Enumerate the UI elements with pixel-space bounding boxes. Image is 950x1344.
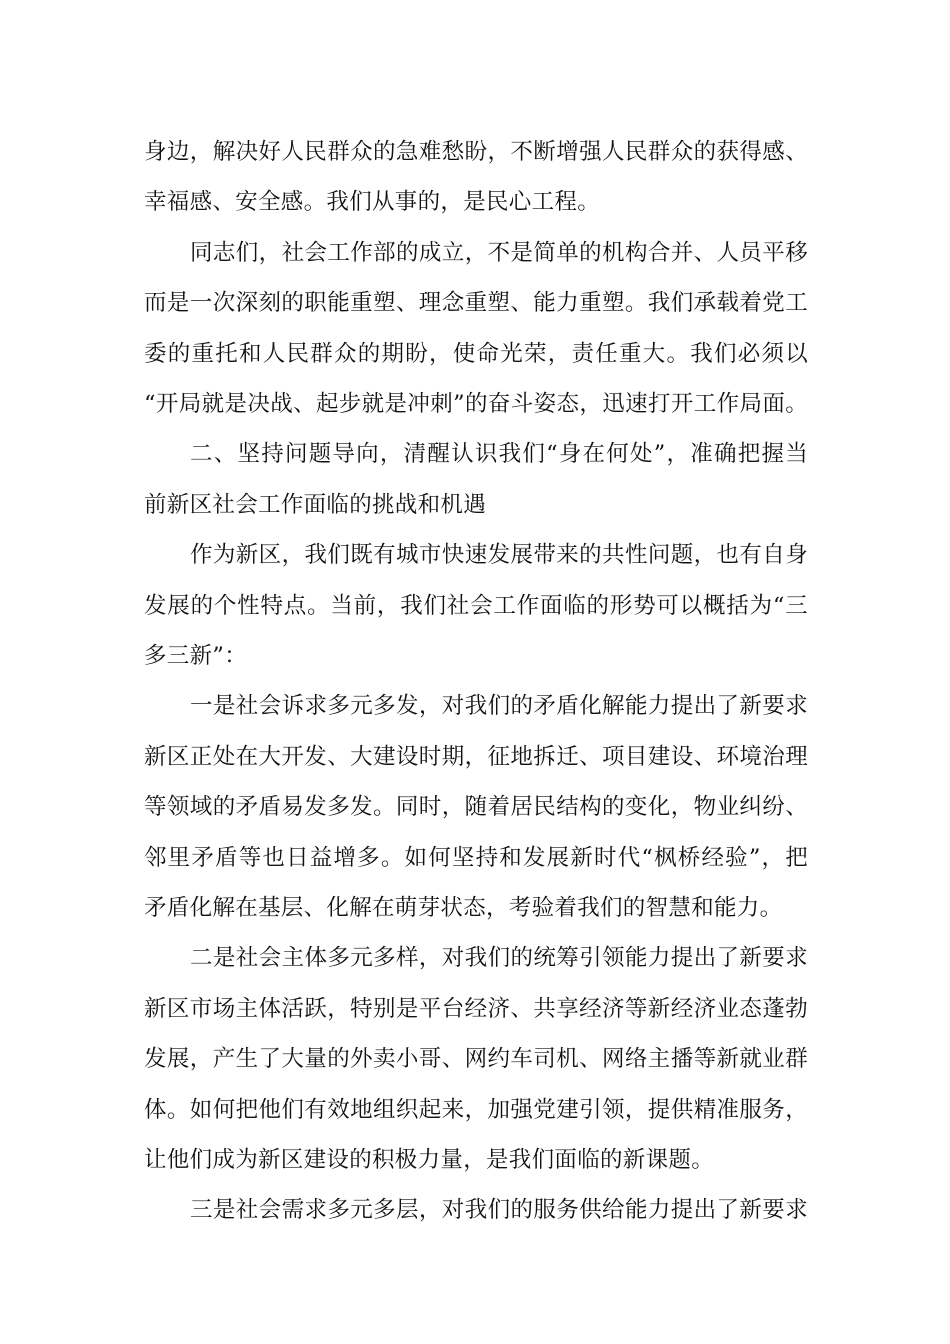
text-line: 多三新”： [144, 643, 248, 669]
text-line: 矛盾化解在基层、化解在萌芽状态，考验着我们的智慧和能力。 [144, 895, 783, 921]
text-line: 邻里矛盾等也日益增多。如何坚持和发展新时代“枫桥经验”，把 [144, 845, 808, 871]
text-line: 新区正处在大开发、大建设时期，征地拆迁、项目建设、环境治理 [144, 744, 808, 770]
paragraph-start-line: 作为新区，我们既有城市快速发展带来的共性问题，也有自身 [190, 542, 808, 568]
text-line: 等领域的矛盾易发多发。同时，随着居民结构的变化，物业纠纷、 [144, 794, 808, 820]
section-heading-line: 二、坚持问题导向，清醒认识我们“身在何处”，准确把握当 [190, 441, 808, 467]
section-heading-line: 前新区社会工作面临的挑战和机遇 [144, 492, 487, 518]
text-line: 发展的个性特点。当前，我们社会工作面临的形势可以概括为“三 [144, 593, 808, 619]
text-line: 新区市场主体活跃，特别是平台经济、共享经济等新经济业态蓬勃 [144, 996, 808, 1022]
text-line: 发展，产生了大量的外卖小哥、网约车司机、网络主播等新就业群 [144, 1046, 808, 1072]
text-line: “开局就是决战、起步就是冲刺”的奋斗姿态，迅速打开工作局面。 [144, 391, 808, 417]
text-line: 体。如何把他们有效地组织起来，加强党建引领，提供精准服务， [144, 1097, 808, 1123]
text-line: 委的重托和人民群众的期盼，使命光荣，责任重大。我们必须以 [144, 341, 808, 367]
paragraph-start-line: 同志们，社会工作部的成立，不是简单的机构合并、人员平移 [190, 240, 808, 266]
text-line: 身边，解决好人民群众的急难愁盼，不断增强人民群众的获得感、 [144, 139, 808, 165]
text-line: 而是一次深刻的职能重塑、理念重塑、能力重塑。我们承载着党工 [144, 290, 808, 316]
paragraph-start-line: 二是社会主体多元多样，对我们的统筹引领能力提出了新要求 [190, 945, 808, 971]
text-line: 让他们成为新区建设的积极力量，是我们面临的新课题。 [144, 1147, 715, 1173]
paragraph-start-line: 一是社会诉求多元多发，对我们的矛盾化解能力提出了新要求 [190, 693, 808, 719]
text-line: 幸福感、安全感。我们从事的，是民心工程。 [144, 189, 601, 215]
paragraph-start-line: 三是社会需求多元多层，对我们的服务供给能力提出了新要求 [190, 1197, 808, 1223]
